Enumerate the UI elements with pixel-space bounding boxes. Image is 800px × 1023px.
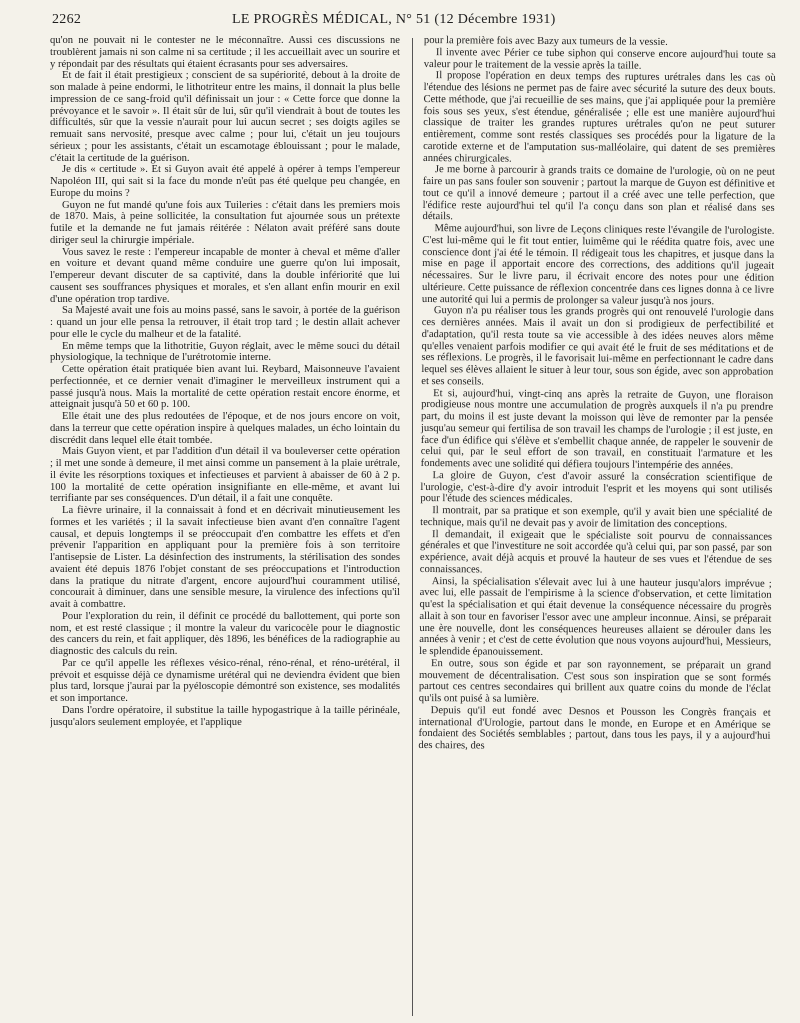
paragraph: Dans l'ordre opératoire, il substitue la taille hypogastrique à la taille périnéale, jusqu'alors seulement employée, et l'applique [50, 704, 400, 728]
paragraph: En même temps que la lithotritie, Guyon réglait, avec le même souci du détail physiologique, la technique de l'urétrotomie interne. [50, 340, 400, 364]
page-header [52, 9, 780, 31]
right-column [416, 35, 776, 1020]
paragraph: Pour l'exploration du rein, il définit ce procédé du ballottement, qui porte son nom, et est resté classique ; il montre la valeur du varicocèle pour le diagnostic des cancers du rein, et fait appliquer, dès 1896, les bénéfices de la radiographie au diagnostic des calculs du rein. [50, 610, 400, 657]
paragraph: En outre, sous son égide et par son rayonnement, se préparait un grand mouvement de décentralisation. C'est sous son inspiration que se sont formés partout ces centres secondaires qui brillent aux quatre coins du monde de l'éclat qu'ils ont puisé à sa lumière. [418, 657, 772, 705]
paragraph: Sa Majesté avait une fois au moins passé, sans le savoir, à portée de la guérison : quand un jour elle pensa la retrouver, il était trop tard ; le destin allait achever pour elle le cycle du malheur et de la fatalité. [50, 305, 400, 340]
paragraph: Et si, aujourd'hui, vingt-cinq ans après la retraite de Guyon, une floraison prodigieuse nous montre une accumulation de progrès auxquels il n'a pu prendre part, du moins il est juste devant la moisson qui lève de remonter par la pensée jusqu'au semeur qui fertilisa de son travail les champs de l'urologie ; il est juste, en face d'un édifice qui s'élève et s'embellit chaque année, de rappeler le souvenir de celui qui, par le seul effort de son travail, en constituait l'armature et les fondements avec une solidité qui défiera toujours l'intempérie des années. [420, 387, 774, 472]
paragraph: Ainsi, la spécialisation s'élevait avec lui à une hauteur jusqu'alors imprévue ; avec lui, elle passait de l'empirisme à la science d'observation, et cette limitation qu'est la spécialisation et qui était devenue la conséquence nécessaire du progrès allait à son tour en favoriser l'essor avec une ampleur inconnue. Ainsi, se préparait une ère nouvelle, dont les conséquences heureuses allaient se dérouler dans les années à venir ; et c'est de cette évolution que nous voyons aujourd'hui, Messieurs, le splendide épanouissement. [419, 575, 772, 658]
paragraph: Guyon ne fut mandé qu'une fois aux Tuileries : c'était dans les premiers mois de 1870. Mais, à peine sollicitée, la consultation fut ajournée sous un prétexte futile et la demande ne fut jamais réitérée : Nélaton avait préféré sans doute diriger seul la chirurgie impériale. [50, 199, 400, 246]
paragraph: pour la première fois avec Bazy aux tumeurs de la vessie. [423, 35, 668, 48]
paragraph: Il invente avec Périer ce tube siphon qui conserve encore aujourd'hui toute sa valeur pour le traitement de la vessie après la taille. [423, 46, 776, 72]
paragraph: La gloire de Guyon, c'est d'avoir assuré la consécration scientifique de l'urologie, c'est-à-dire d'y avoir introduit l'esprit et les moyens qui sont utilisés pour l'étude des sciences médicales. [420, 469, 773, 506]
paragraph: Il propose l'opération en deux temps des ruptures urétrales dans les cas où l'étendue des lésions ne permet pas de faire avec sécurité la suture des deux bouts. Cette méthode, que j'ai recueillie de ses mains, que j'ai appliquée pour la première fois sous ses yeux, s'est étendue, généralisée ; elle est une manière aujourd'hui classique de traiter les grandes ruptures urétrales qu'on ne peut suturer entièrement, comme sont restés classiques ses procédés pour la ligature de la carotide externe et de l'amputation sus-malléolaire, qui datent de ses premières années chirurgicales. [422, 70, 776, 165]
paragraph: Cette opération était pratiquée bien avant lui. Reybard, Maisonneuve l'avaient perfectionnée, et ce dernier venait d'imaginer le merveilleux instrument qui a passé jusqu'à nous. Mais la mortalité de cette opération restait encore énorme, et atteignait jusqu'à 50 et 60 p. 100. [50, 364, 400, 411]
paragraph: Vous savez le reste : l'empereur incapable de monter à cheval et même d'aller en voiture et devant quand même conduire une guerre qu'on lui imposait, l'empereur devant discuter de sa captivité, dans la double infériorité que lui causent ses souffrances physiques et morales, et s'en allant enfin mourir en exil d'une opération trop tardive. [50, 246, 400, 305]
left-column [50, 35, 400, 1017]
paragraph: Elle était une des plus redoutées de l'époque, et de nos jours encore on voit, dans la terreur que cette opération inspire à quelques malades, un écho lointain du discrédit dans lequel elle était tombée. [50, 411, 400, 446]
paragraph: Par ce qu'il appelle les réflexes vésico-rénal, réno-rénal, et réno-urétéral, il prévoit et esquisse déjà ce dynamisme urétéral qui ne deviendra évident que bien plus tard, lorsque j'aurai par la pyéloscopie démontré son existence, ses modalités et son importance. [50, 657, 400, 704]
paragraph: Mais Guyon vient, et par l'addition d'un détail il va bouleverser cette opération ; il met une sonde à demeure, il met ainsi comme un pansement à la plaie urétrale, il évite les résorptions toxiques et infectieuses et parvient à abaisser de 60 à 2 p. 100 la mortalité de cette opération insignifiante en elle-même, et avant lui terrifiante par ses conséquences. D'un détail, il a fait une conquête. [50, 446, 400, 505]
paragraph: La fièvre urinaire, il la connaissait à fond et en décrivait minutieusement les formes et les variétés ; il la savait infectieuse bien avant d'en connaître l'agent causal, et depuis longtemps il se préoccupait d'en combattre les effets et d'en prévenir l'apparition en appliquant pour la première fois à son territoire l'antisepsie de Lister. La désinfection des instruments, la stérilisation des sondes avaient été depuis 1876 l'objet constant de ses préoccupations et l'introduction dans la pratique du nitrate d'argent, encore aujourd'hui couramment utilisé, concourait à diminuer, dans une sensible mesure, la virulence des infections qu'il avait à combattre. [50, 505, 400, 610]
page-number: 2262 [52, 12, 82, 27]
journal-title: LE PROGRÈS MÉDICAL, N° 51 (12 Décembre 1931) [232, 12, 556, 27]
paragraph: qu'on ne pouvait ni le contester ne le méconnaître. Aussi ces discussions ne troublèrent jamais ni son calme ni sa certitude ; il les accueillait avec un sourire et y répondait par des résultats qui étaient écrasants pour ses adversaires. [50, 35, 400, 70]
column-divider [412, 38, 413, 1016]
paragraph: Je dis « certitude ». Et si Guyon avait été appelé à opérer à temps l'empereur Napoléon III, qui sait si la face du monde n'eût pas été quelque peu changée, en Europe du moins ? [50, 164, 400, 199]
paragraph: Guyon n'a pu réaliser tous les grands progrès qui ont renouvelé l'urologie dans ces dernières années. Mais il avait un don si prodigieux de perfectibilité et d'adaptation, qu'il resta toute sa vie accessible à des idées neuves alors même qu'elles venaient parfois modifier ce qui avait été le fruit de ses méditations et de ses réflexions. Le progrès, il le favorisait lui-même en perfectionnant le cadre dans lequel ses élèves allaient le situer à leur tour, sous son égide, avec son approbation et ses conseils. [421, 305, 774, 388]
paragraph: Il montrait, par sa pratique et son exemple, qu'il y avait bien une spécialité de technique, mais qu'il ne devait pas y avoir de limitation des conceptions. [420, 505, 773, 531]
paragraph: Je me borne à parcourir à grands traits ce domaine de l'urologie, où on ne peut faire un pas sans fouler son souvenir ; partout la marque de Guyon est définitive et tout ce qu'il a innové demeure ; partout il a créé avec une telle perfection, que l'édifice reste aujourd'hui tel qu'il l'a conçu dans son plan et réalisé dans ses détails. [422, 164, 775, 223]
paragraph: Et de fait il était prestigieux ; conscient de sa supériorité, debout à la droite de son malade à peine endormi, le lithotriteur entre les mains, il donnait la plus belle impression de ce sang-froid qu'il définissait un jour : « Cette force que donne la prévoyance et le savoir ». Il était sûr de lui, sûr qu'il viendrait à bout de toutes les difficultés, sûr que la vessie n'aurait pour lui aucun secret ; ses doigts agiles se remuait sans nervosité, presque avec calme ; pour lui, c'était un jeu toujours sérieux ; pour les assistants, c'était un escamotage éblouissant ; pour le malade, c'était la certitude de la guérison. [50, 70, 400, 164]
paragraph: Même aujourd'hui, son livre de Leçons cliniques reste l'évangile de l'urologiste. C'est lui-même qui le fit tout entier, luimême qui le réédita quatre fois, avec une conscience dont j'ai été le témoin. Il rédigeait tous les chapitres, et jusque dans la mise en page il apportait encore des corrections, des additions qu'il jugeait nécessaires. Sur le livre paru, il écrivait encore des notes pour une édition ultérieure. Cette puissance de réflexion concentrée dans ces lignes donna à ce livre une autorité qui lui a permis de prolonger sa valeur jusqu'à nos jours. [421, 223, 775, 307]
paragraph: Depuis qu'il eut fondé avec Desnos et Pousson les Congrès français et international d'Urologie, partout dans le monde, en Europe et en Amérique se fondaient des Sociétés semblables ; partout, dans tous les pays, il y a aujourd'hui des chaires, des [418, 704, 771, 752]
paragraph: Il demandait, il exigeait que le spécialiste soit pourvu de connaissances générales et que l'investiture ne soit accordée qu'à celui qui, par son passé, par son expérience, avait déjà acquis et prouvé la hauteur de ses vues et l'étendue de ses connaissances. [419, 528, 773, 576]
